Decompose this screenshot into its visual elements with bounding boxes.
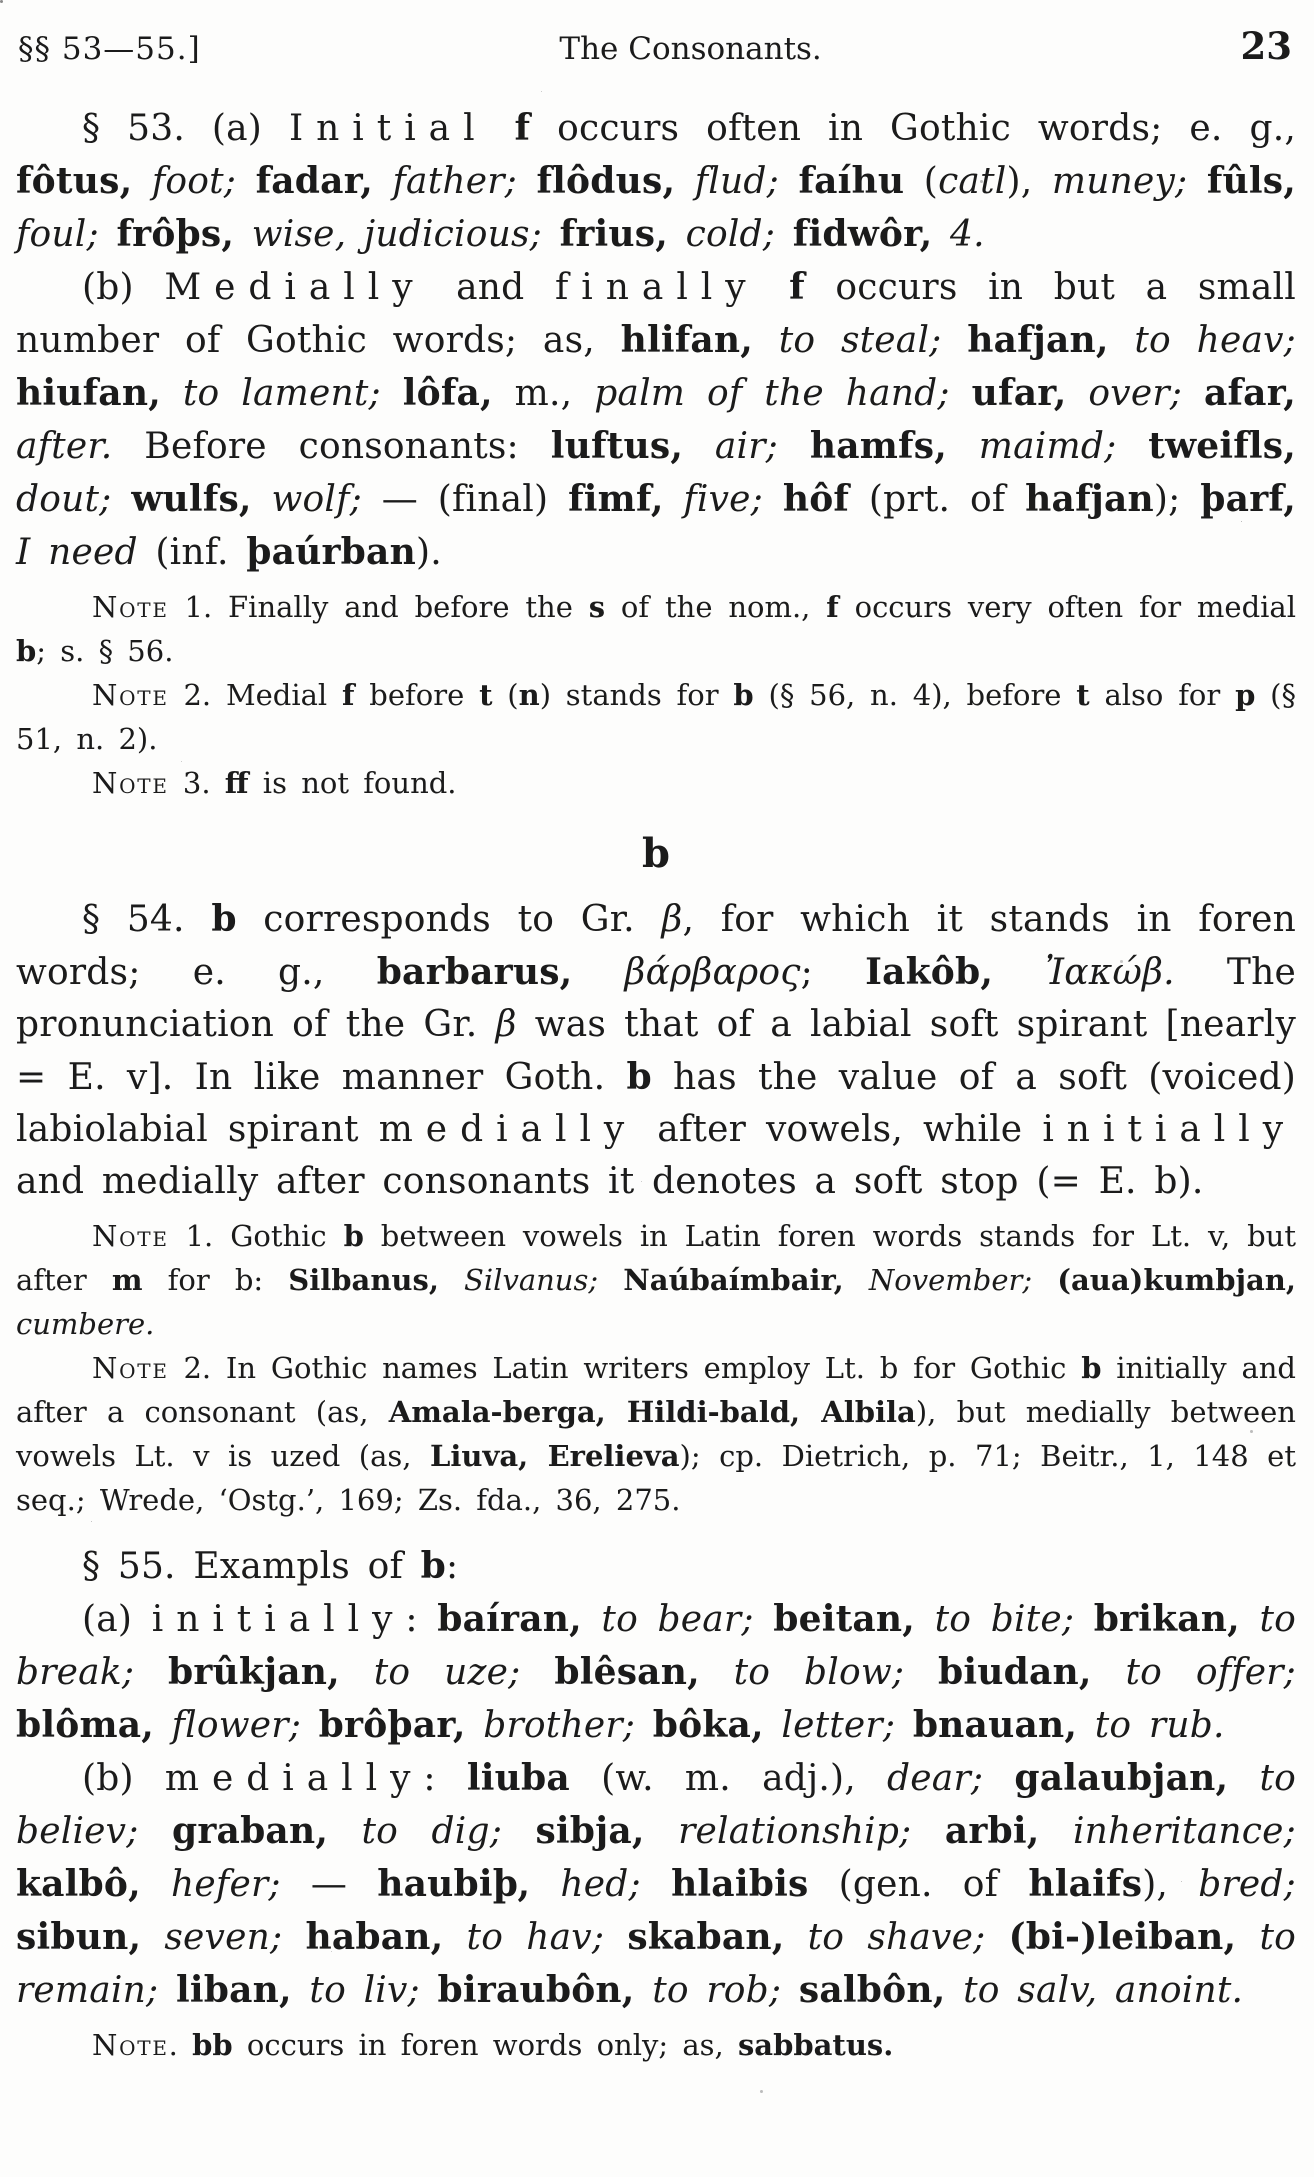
text-segment: wulfs, (131, 478, 252, 520)
text-segment: relationship; (644, 1811, 945, 1852)
text-segment: b (420, 1545, 447, 1587)
text-segment: finally (555, 267, 759, 308)
text-segment: also for (1089, 678, 1236, 712)
text-segment: (prt. of (849, 479, 1026, 520)
text-segment: Note (92, 590, 169, 624)
text-segment: βάρβαρος (572, 952, 801, 993)
text-segment: catl (938, 161, 1007, 202)
text-segment: ( (904, 161, 939, 202)
text-segment: frius, (559, 213, 668, 255)
text-segment: to offer; (1091, 1652, 1297, 1693)
text-segment: bb (192, 2028, 233, 2062)
text-segment: liban, (176, 1969, 292, 2011)
text-segment: , for which it stands in foren words; e. g., (16, 899, 1296, 993)
text-segment: ; s. § 56. (36, 634, 174, 668)
text-segment: b (211, 898, 237, 940)
note-54-1 (16, 1214, 1296, 1346)
text-segment: muney; (1051, 161, 1207, 202)
text-segment: to liv; (291, 1970, 438, 2011)
text-segment: initially (1042, 1109, 1296, 1150)
text-segment: afar, (1203, 372, 1296, 414)
text-segment: — (final) (361, 479, 569, 520)
text-segment: biudan, (938, 1651, 1092, 1693)
text-segment: to rub. (1077, 1705, 1225, 1746)
text-segment: þarf, (1200, 478, 1296, 520)
text-segment: t (1076, 678, 1090, 712)
text-segment: biraubôn, (437, 1969, 635, 2011)
text-segment: dear; (887, 1758, 1015, 1799)
text-segment: arbi, (944, 1810, 1040, 1852)
text-segment: was that of a labial soft spirant [nearly = E. v]. In like manner Goth. (16, 1004, 1296, 1098)
text-segment: cold; (667, 214, 793, 255)
text-segment: brother; (465, 1705, 653, 1746)
text-segment: bôka, (652, 1704, 764, 1746)
text-segment: ); cp. Dietrich, p. 71; Beitr., 1, 148 et seq.; Wrede, ‘Ostg.’, 169; Zs. fda., 36, 275. (16, 1439, 1296, 1517)
text-segment (759, 267, 790, 308)
text-segment: liuba (466, 1757, 570, 1799)
note-53-3 (16, 761, 1296, 805)
text-segment: hafjan (1025, 478, 1154, 520)
text-segment: Note (92, 2028, 169, 2062)
text-segment: (§ 51, n. 2). (16, 678, 1296, 756)
paragraph-55b (16, 1752, 1296, 2017)
text-segment: Medially (164, 267, 426, 308)
text-segment: hôf (782, 478, 850, 520)
text-segment: haban, (305, 1916, 444, 1958)
text-segment: blôma, (16, 1704, 155, 1746)
text-segment: brikan, (1093, 1598, 1240, 1640)
text-segment: inheritance; (1039, 1811, 1296, 1852)
text-segment: (b) (82, 267, 165, 308)
text-segment: to heav; (1108, 320, 1296, 361)
text-segment: to lament; (160, 373, 403, 414)
text-segment: β (661, 899, 683, 940)
text-segment: f (514, 107, 531, 149)
text-segment: between vowels in Latin foren words stands for Lt. v, but after (16, 1219, 1297, 1297)
text-segment: sabbatus. (737, 2028, 894, 2062)
text-segment: kalbô, (16, 1863, 141, 1905)
text-segment: hlifan, (620, 319, 754, 361)
text-segment: barbarus, (376, 951, 573, 993)
text-segment: occurs in foren words only; as, (232, 2028, 738, 2062)
text-segment: after vowels, while (637, 1109, 1043, 1150)
text-segment: to break; (16, 1599, 1297, 1693)
text-segment: air; (683, 426, 810, 467)
text-segment: initially (151, 1599, 406, 1640)
text-segment: is not found. (248, 766, 457, 800)
text-segment: f (826, 590, 839, 624)
text-segment: s (588, 590, 606, 624)
text-segment: . (168, 2028, 193, 2062)
text-segment (488, 108, 515, 149)
text-segment: Iakôb, (865, 951, 994, 993)
text-segment: 1. Finally and before the (168, 590, 589, 624)
section-letter-heading: b (642, 830, 670, 877)
text-segment: ); (1153, 479, 1201, 520)
note-54-2 (16, 1346, 1296, 1522)
text-segment: blêsan, (554, 1651, 700, 1693)
text-segment: brûkjan, (168, 1651, 340, 1693)
page-header (16, 18, 1296, 68)
paragraph-53b (16, 261, 1296, 579)
text-segment: initially and after a consonant (as, (16, 1351, 1296, 1429)
text-segment: β (495, 1004, 517, 1045)
text-segment: hiufan, (16, 372, 161, 414)
text-segment: hlaifs (1028, 1863, 1143, 1905)
text-segment: before (354, 678, 480, 712)
text-segment: occurs in but a small number of Gothic words; as, (16, 267, 1296, 361)
text-segment: Before consonants: (112, 426, 551, 467)
text-segment: 3. (168, 766, 225, 800)
text-segment: ). (415, 532, 442, 573)
header-page-number: 23 (1240, 24, 1292, 68)
paragraph-55a (16, 1593, 1296, 1752)
text-segment: 2. In Gothic names Latin writers employ Lt. b for Gothic (168, 1351, 1082, 1385)
text-segment: m (111, 1263, 143, 1297)
text-segment: m., (492, 373, 595, 414)
paragraph-54 (16, 893, 1296, 1208)
text-segment: p (1235, 678, 1256, 712)
notes-53 (16, 585, 1296, 805)
text-segment: b (343, 1219, 364, 1253)
text-segment: tweifls, (1148, 425, 1296, 467)
text-segment: haubiþ, (377, 1863, 531, 1905)
text-segment: : (423, 1758, 467, 1799)
text-segment: baíran, (437, 1598, 582, 1640)
text-segment: bnauan, (912, 1704, 1078, 1746)
text-segment: brôþar, (318, 1704, 466, 1746)
text-segment: graban, (172, 1810, 329, 1852)
paragraph-53a (16, 102, 1296, 261)
text-segment: sibun, (16, 1916, 142, 1958)
text-segment: (w. m. adj.), (569, 1758, 888, 1799)
text-segment: foot; (132, 161, 256, 202)
text-segment: ufar, (971, 372, 1067, 414)
text-segment: Note (92, 1351, 169, 1385)
text-segment: hlaibis (671, 1863, 809, 1905)
text-segment: I need (16, 532, 138, 573)
text-segment: fadar, (255, 160, 373, 202)
text-segment: t (479, 678, 493, 712)
text-segment: dout; (16, 479, 132, 520)
text-segment: letter; (763, 1705, 913, 1746)
text-segment: father; (373, 161, 537, 202)
text-segment: foul; (16, 214, 117, 255)
text-segment: skaban, (627, 1916, 785, 1958)
text-segment: fûls, (1206, 160, 1297, 202)
text-segment: occurs very often for medial (838, 590, 1296, 624)
text-segment: to bear; (581, 1599, 774, 1640)
text-segment: cumbere. (16, 1307, 155, 1341)
text-segment: faíhu (798, 160, 905, 202)
text-segment: beitan, (773, 1598, 916, 1640)
text-segment: hafjan, (967, 319, 1109, 361)
text-segment: : (405, 1599, 438, 1640)
text-segment: ), (1142, 1864, 1199, 1905)
text-segment: to dig; (328, 1811, 536, 1852)
text-segment: b (16, 634, 37, 668)
text-segment: fôtus, (16, 160, 133, 202)
text-segment: sibja, (535, 1810, 645, 1852)
text-segment: b (733, 678, 754, 712)
text-segment: galaubjan, (1014, 1757, 1229, 1799)
text-segment: 2. Medial (168, 678, 343, 712)
text-segment: to remain; (16, 1917, 1296, 2011)
header-section-range: §§ 53—55.] (18, 31, 201, 67)
text-segment: to hav; (443, 1917, 628, 1958)
text-segment: § 55. Exampls of (82, 1546, 421, 1587)
text-segment: þaúrban (246, 531, 416, 573)
text-segment: Naúbaímbair, (623, 1263, 844, 1297)
text-segment: wise, judicious; (234, 214, 560, 255)
text-segment: maimd; (946, 426, 1149, 467)
text-segment: (gen. of (808, 1864, 1029, 1905)
text-segment: 1. Gothic (168, 1219, 344, 1253)
text-segment: to salv, anoint. (945, 1970, 1244, 2011)
text-segment: seven; (141, 1917, 306, 1958)
text-segment: palm of the hand; (594, 373, 972, 414)
text-segment: bred; (1198, 1864, 1296, 1905)
text-segment: (inf. (137, 532, 247, 573)
text-segment: has the value of a soft (voiced) labiolabial spirant (16, 1057, 1296, 1150)
page-body (16, 102, 1296, 2067)
text-segment: b (1081, 1351, 1102, 1385)
text-segment: ; (800, 952, 866, 993)
text-segment: to blow; (699, 1652, 938, 1693)
text-segment: wolf; (251, 479, 362, 520)
text-segment: lôfa, (402, 372, 493, 414)
text-segment: n (518, 678, 540, 712)
text-segment: medially (164, 1758, 424, 1799)
text-segment: Amala-berga, Hildi-bald, Albila (388, 1395, 916, 1429)
text-segment: frôþs, (116, 213, 235, 255)
text-segment: to rob; (634, 1970, 799, 2011)
text-segment: medially (378, 1109, 638, 1150)
text-segment: Liuva, Erelieva (429, 1439, 680, 1473)
text-segment: § 53. (a) (82, 108, 289, 149)
text-segment: flôdus, (536, 160, 676, 202)
text-segment: 4. (932, 214, 985, 255)
text-segment: flud; (675, 161, 799, 202)
text-segment: Initial (288, 108, 488, 149)
text-segment: over; (1066, 373, 1204, 414)
text-segment: f (789, 266, 805, 308)
text-segment: luftus, (550, 425, 684, 467)
text-segment: b (626, 1056, 652, 1098)
text-segment: to believ; (16, 1758, 1296, 1852)
text-segment: to uze; (339, 1652, 555, 1693)
text-segment: occurs often in Gothic words; e. g., (530, 108, 1296, 149)
text-segment: (bi-)leiban, (1008, 1916, 1237, 1958)
text-segment: (b) (82, 1758, 165, 1799)
note-55 (16, 2023, 1296, 2067)
text-segment: § 54. (82, 899, 212, 940)
text-segment: Silbanus, (288, 1263, 439, 1297)
text-segment: — (280, 1864, 378, 1905)
text-segment: salbôn, (798, 1969, 946, 2011)
text-segment: hed; (530, 1864, 672, 1905)
paragraph-55-heading (16, 1540, 1296, 1593)
text-segment: and (425, 267, 555, 308)
text-segment: of the nom., (605, 590, 827, 624)
text-segment: The pronunciation of the Gr. (16, 952, 1296, 1045)
text-segment: to bite; (915, 1599, 1094, 1640)
text-segment: to steal; (753, 320, 968, 361)
text-segment: ), (1006, 161, 1052, 202)
text-segment: flower; (154, 1705, 319, 1746)
text-segment: hamfs, (809, 425, 947, 467)
text-segment: : (446, 1546, 459, 1587)
text-segment: Note (92, 1219, 169, 1253)
text-segment: after. (16, 426, 113, 467)
text-segment: ff (224, 766, 249, 800)
text-segment: (§ 56, n. 4), before (753, 678, 1077, 712)
header-running-title: The Consonants. (559, 31, 822, 67)
text-segment: Ἰακώβ. (993, 952, 1175, 993)
note-53-2 (16, 673, 1296, 761)
text-segment: ), but medially between vowels Lt. v is uzed (as, (16, 1395, 1296, 1473)
text-segment: Note (92, 678, 169, 712)
text-segment: fidwôr, (792, 213, 933, 255)
text-segment: (a) (82, 1599, 152, 1640)
text-segment: to shave; (784, 1917, 1009, 1958)
text-segment: for b: (142, 1263, 289, 1297)
text-segment: five; (663, 479, 783, 520)
text-segment: November; (843, 1263, 1058, 1297)
text-segment: ( (492, 678, 519, 712)
text-segment: fimf, (568, 478, 664, 520)
note-53-1 (16, 585, 1296, 673)
text-segment: Note (92, 766, 169, 800)
text-segment: (aua)kumbjan, (1057, 1263, 1296, 1297)
text-segment: Silvanus; (438, 1263, 624, 1297)
text-segment: f (342, 678, 355, 712)
notes-54 (16, 1214, 1296, 1522)
text-segment: corresponds to Gr. (236, 899, 662, 940)
text-segment: ) stands for (539, 678, 734, 712)
text-segment: and medially after consonants it denotes a soft stop (= E. b). (16, 1161, 1204, 1202)
text-segment: hefer; (140, 1864, 281, 1905)
